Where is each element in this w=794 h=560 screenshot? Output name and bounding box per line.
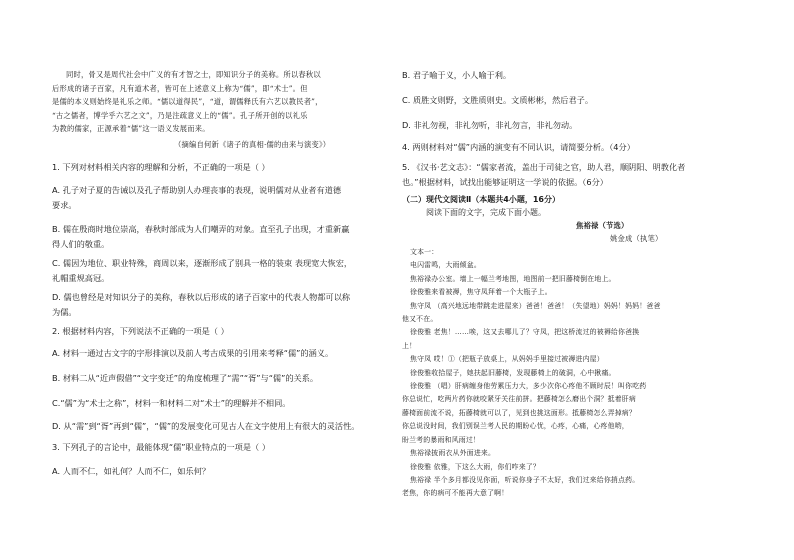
question-line: 也。”根据材料，试找出能够证明这一学说的依据。（6分） xyxy=(402,176,608,187)
section-instructions: 阅读下面的文字，完成下面小题。 xyxy=(426,208,546,217)
option-line: 为儒。 xyxy=(52,306,77,317)
question-3-option-b[interactable]: B. 君子喻于义，小人喻于利。 xyxy=(402,70,512,80)
story-line: 徐俊雅 （唱）肝病缠身他劳累压力大，多少次你心疼他不顾时辰！叫你吃药 xyxy=(410,382,647,391)
passage-line: “古之儒者，博学乎六艺之文”，乃是注疏意义上的“儒”。孔子所开创的以礼乐 xyxy=(52,110,308,120)
option-line: A. 孔子对子夏的告诫以及孔子帮助别人办理丧事的表现，说明儒对从业者有道德 xyxy=(52,185,342,195)
question-line: 5. 《汉书·艺文志》：“儒家者流，盖出于司徒之官，助人君，顺阴阳、明教化者 xyxy=(402,162,686,172)
passage-line: 为教的儒家，正源承着“儒”这一语义发展而来。 xyxy=(52,124,210,134)
passage-line: 同时，骨又是周代社会中广义的有才智之士，即知识分子的美称。所以春秋以 xyxy=(66,70,321,79)
section-heading: （二）现代文阅读Ⅱ（本题共4小题，16分） xyxy=(402,195,560,204)
option-line: D. 儒也曾经是对知识分子的美称，春秋以后形成的诸子百家中的代表人物都可以称 xyxy=(52,292,351,302)
story-text xyxy=(402,246,661,501)
source-citation: （摘编自何新《诸子的真相·儒的由来与演变》） xyxy=(174,140,331,149)
question-1-stem: 1. 下列对材料相关内容的理解和分析，不正确的一项是（ ） xyxy=(52,162,270,172)
option-line: C. 儒因为地位、职业特殊，商周以来，逐渐形成了别具一格的装束 表现宽大恢宏， xyxy=(52,258,353,268)
story-line: 藤椅面前流不说，拓藤椅就可以了，见到也挑这面形。抵藤椅怎么弄掉病？ xyxy=(402,408,636,417)
question-1-option-a[interactable] xyxy=(52,183,341,212)
story-line: 徐俊雅来看被褥，焦守凤拜着一个大瓶子上。 xyxy=(410,288,552,297)
story-line: 焦守凤 （高兴地远地带跳走进屋来）爸爸！爸爸！（失望地）妈妈！妈妈！爸爸 xyxy=(410,301,661,310)
question-2-option-a[interactable]: A. 材料一通过古文字的字形排演以及前人考古成果的引用来考释“儒”的涵义。 xyxy=(52,348,334,358)
question-3-option-d[interactable]: D. 非礼勿视，非礼勿听，非礼勿言，非礼勿动。 xyxy=(402,120,578,130)
question-2-option-b[interactable]: B. 材料二从“近声假借”“文字变迁”的角度梳理了“需”“胥”与“儒”的关系。 xyxy=(52,373,319,383)
story-line: 你总说忙，吃两片药你就咬紧牙关往前拼。把藤椅怎么磨出个洞？抵着肝病 xyxy=(402,395,636,404)
story-line: 徐俊雅收拾屋子，她扶起旧藤椅，发现藤椅上的破洞，心中揪痛。 xyxy=(410,368,616,377)
passage-line: 后形成的诸子百家，凡有道术者，皆可在上述意义上称为“儒”，即“术士”。但 xyxy=(52,83,308,93)
story-title: 焦裕禄（节选） xyxy=(576,221,629,230)
story-line: 老焦，你的病可不能再大意了啊！ xyxy=(402,489,509,498)
question-3-option-c[interactable]: C. 质胜文则野，文胜质则史。文质彬彬，然后君子。 xyxy=(402,95,594,105)
story-line: 文本一： xyxy=(410,248,439,256)
question-2-option-d[interactable] xyxy=(52,419,359,434)
story-line: 焦裕禄办公室。墙上一幅兰考地图，地图前一把旧藤椅倒在地上。 xyxy=(410,274,616,283)
option-line: 得人们的敬重。 xyxy=(52,238,110,249)
option-line: 要求。 xyxy=(52,199,77,210)
story-line: 徐俊雅 老焦！……唉，这又去哪儿了？守凤，把这桥流过的被褥给你爸换 xyxy=(410,328,640,337)
option-line: D. 从“需”到“胥”再到“儒”，“儒”的发展变化可见古人在文字使用上有很大的灵活性。 xyxy=(52,421,360,431)
story-line: 焦裕禄披雨衣从外面进来。 xyxy=(410,449,496,458)
question-1-option-c[interactable] xyxy=(52,256,352,285)
passage-line: 是儒的本义则始终是礼乐之师。“儒以道得民”，“道，谓儒释氏有六艺以教民者”， xyxy=(52,97,323,107)
story-line: 徐俊雅 依雅，下这么大雨，你们咋来了？ xyxy=(410,462,541,471)
question-5 xyxy=(402,160,685,189)
question-4: 4. 两则材料对“儒”内涵的演变有不同认识，请简要分析。（4分） xyxy=(402,142,635,152)
story-line: 他又不在。 xyxy=(402,315,438,324)
story-author: 姚金成（执笔） xyxy=(610,234,663,243)
story-line: 上！ xyxy=(402,341,417,350)
story-line: 电闪雷鸣，大雨倾盆。 xyxy=(410,261,481,270)
story-line: 焦守凤 哎！①（把瓶子放桌上，从妈妈手里接过被褥进内屋） xyxy=(410,355,604,364)
question-1-option-d[interactable] xyxy=(52,290,350,319)
question-3-option-a[interactable]: A. 人而不仁，如礼何？人而不仁，如乐何？ xyxy=(52,466,211,476)
story-line: 你总说没时间，我们别误兰考人民的期盼心忧，心疼，心痛，心疼他哟， xyxy=(402,422,629,431)
question-2-option-c[interactable]: C.“儒”为“术士之称”，材料一和材料二对“术士”的理解并不相同。 xyxy=(52,398,291,408)
question-1-option-b[interactable] xyxy=(52,222,349,251)
question-2-stem: 2. 根据材料内容，下列说法不正确的一项是（ ） xyxy=(52,326,229,336)
option-line: 礼帽重规高冠。 xyxy=(52,272,110,283)
story-line: 焦裕禄 半个多月都没见你面，听说你身子不太好，我们过来给你捎点药。 xyxy=(410,475,640,484)
option-line: B. 儒在殷商时地位崇高，春秋时部成为人们嘲弄的对象。直至孔子出现，才重新赢 xyxy=(52,224,350,234)
passage-text xyxy=(52,68,392,136)
story-line: 盼兰考的暴雨和风雨过！ xyxy=(402,435,480,444)
question-3-stem: 3. 下列孔子的言论中，最能体现“儒”职业特点的一项是（ ） xyxy=(52,442,271,452)
